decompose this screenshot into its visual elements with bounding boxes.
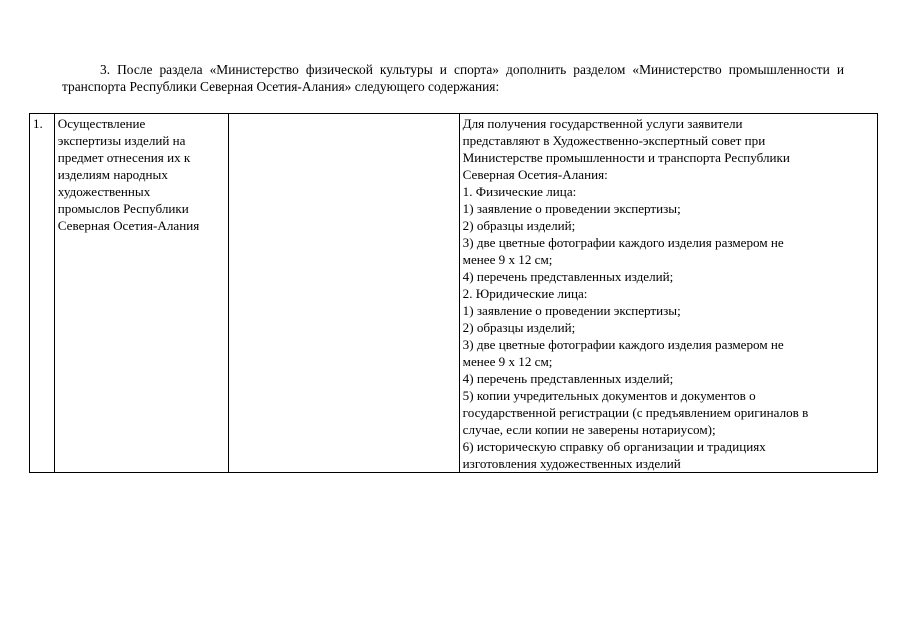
documents-line: 1) заявление о проведении экспертизы; <box>462 201 681 216</box>
table-row <box>30 114 878 473</box>
documents-line: изготовления художественных изделий <box>462 456 681 471</box>
documents-line: 2) образцы изделий; <box>462 320 576 335</box>
documents-line: 4) перечень представленных изделий; <box>462 269 674 284</box>
service-name-line: экспертизы изделий на <box>57 133 186 148</box>
documents-line: 3) две цветные фотографии каждого изделия размером не <box>462 337 784 352</box>
service-name-line: промыслов Республики <box>57 201 189 216</box>
documents-line: 5) копии учредительных документов и документов о <box>462 388 756 403</box>
service-name-line: изделиям народных <box>57 167 168 182</box>
service-name-line: художественных <box>57 184 151 199</box>
documents-line: случае, если копии не заверены нотариусом); <box>462 422 716 437</box>
intro-paragraph: 3. После раздела «Министерство физической культуры и спорта» дополнить разделом «Министерство промышленности и транспорта Республики Северная Осетия-Алания» следующего содержания: <box>62 62 844 94</box>
service-name-line: Осуществление <box>57 116 146 131</box>
documents-line: Для получения государственной услуги заявители <box>462 116 743 131</box>
documents-line: государственной регистрации (с предъявлением оригиналов в <box>462 405 809 420</box>
documents-line: представляют в Художественно-экспертный совет при <box>462 133 766 148</box>
documents-line: 4) перечень представленных изделий; <box>462 371 674 386</box>
service-name-line: Северная Осетия-Алания <box>57 218 200 233</box>
service-name-line: предмет отнесения их к <box>57 150 191 165</box>
row-number-cell <box>30 114 55 473</box>
services-table <box>29 113 878 473</box>
documents-line: 2. Юридические лица: <box>462 286 588 301</box>
documents-line: менее 9 х 12 см; <box>462 252 553 267</box>
documents-line: 2) образцы изделий; <box>462 218 576 233</box>
documents-line: менее 9 х 12 см; <box>462 354 553 369</box>
documents-line: 6) историческую справку об организации и традициях <box>462 439 766 454</box>
documents-line: 1) заявление о проведении экспертизы; <box>462 303 681 318</box>
row-number: 1. <box>33 116 43 131</box>
documents-line: 1. Физические лица: <box>462 184 577 199</box>
service-name-cell <box>54 114 229 473</box>
documents-cell <box>459 114 877 473</box>
documents-line: 3) две цветные фотографии каждого изделия размером не <box>462 235 784 250</box>
documents-line: Северная Осетия-Алания: <box>462 167 608 182</box>
empty-cell <box>229 114 459 473</box>
documents-line: Министерстве промышленности и транспорта Республики <box>462 150 790 165</box>
